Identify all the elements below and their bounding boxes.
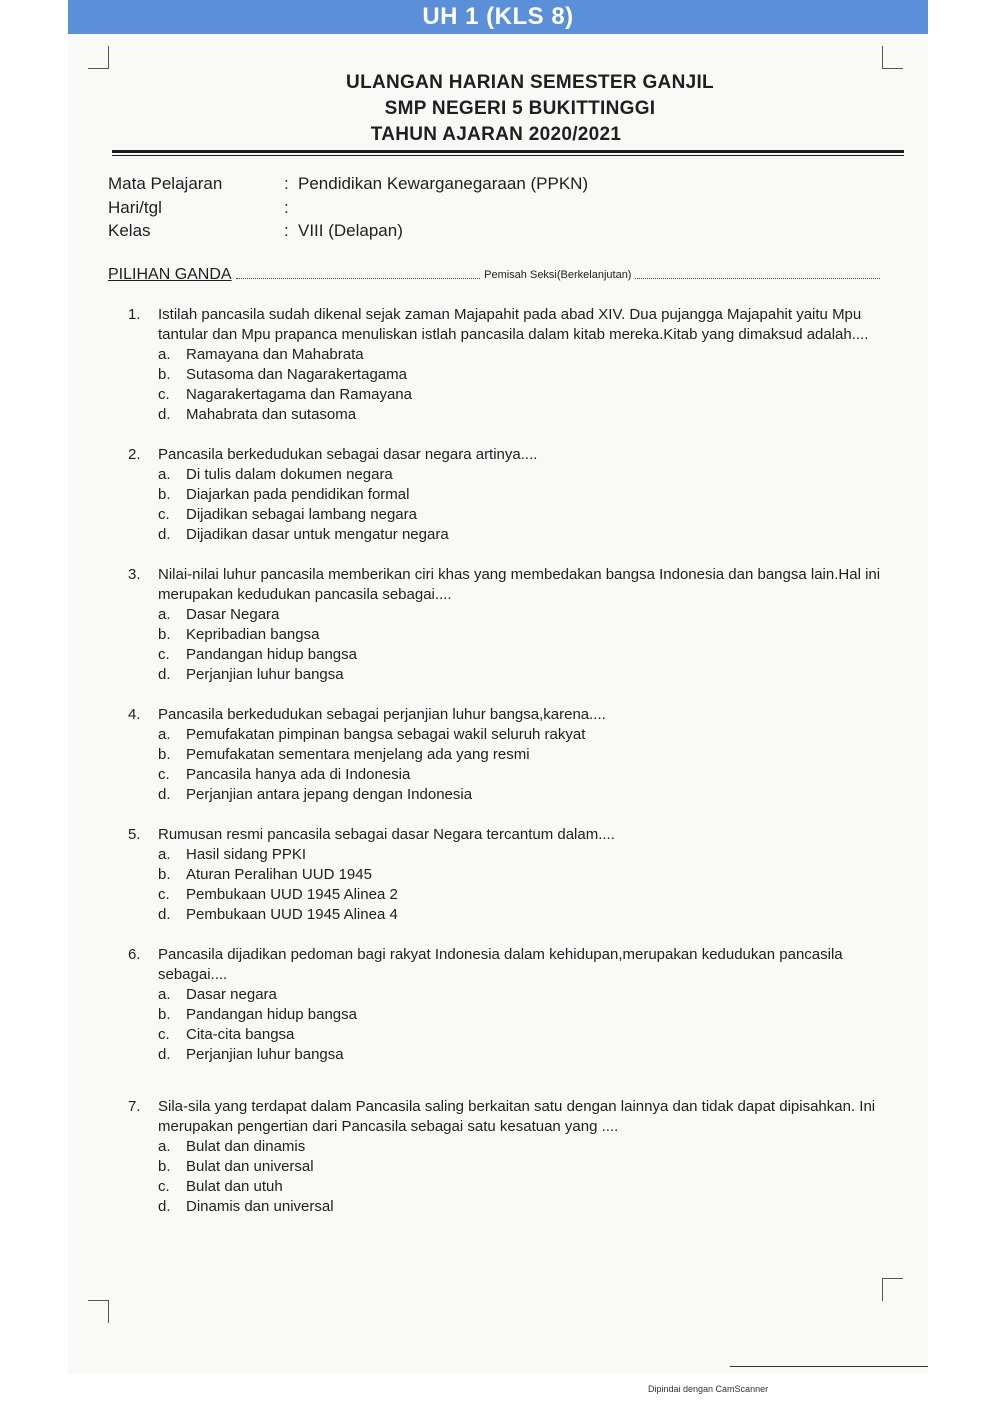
info-label: Mata Pelajaran	[108, 174, 223, 193]
option-text: Pembukaan UUD 1945 Alinea 4	[186, 906, 398, 923]
question-number: 7.	[128, 1098, 141, 1115]
option-text: Bulat dan dinamis	[186, 1138, 306, 1155]
option-letter: c.	[158, 1178, 170, 1195]
dotted-leader	[236, 278, 481, 279]
option-b	[158, 625, 888, 645]
option-a	[158, 725, 888, 745]
footer-rule	[730, 1366, 928, 1367]
option-list	[158, 605, 888, 685]
option-text: Bulat dan utuh	[186, 1178, 283, 1195]
option-list	[158, 845, 888, 925]
question-3	[128, 565, 888, 685]
option-c	[158, 1025, 888, 1045]
option-a	[158, 605, 888, 625]
question-4	[128, 705, 888, 805]
option-letter: b.	[158, 626, 171, 643]
info-label: Kelas	[108, 221, 151, 240]
option-b	[158, 365, 888, 385]
option-letter: d.	[158, 526, 171, 543]
crop-mark-top-right	[882, 46, 903, 69]
question-text: Pancasila berkedudukan sebagai dasar negara artinya....	[158, 446, 538, 463]
option-text: Nagarakertagama dan Ramayana	[186, 386, 412, 403]
option-text: Pemufakatan sementara menjelang ada yang resmi	[186, 746, 530, 763]
crop-mark-top-left	[88, 46, 109, 69]
school-name: SMP NEGERI 5 BUKITTINGGI	[384, 98, 656, 119]
option-letter: a.	[158, 466, 171, 483]
section-title: PILIHAN GANDA	[108, 266, 232, 283]
option-text: Aturan Peralihan UUD 1945	[186, 866, 372, 883]
question-6	[128, 945, 888, 1065]
academic-year: TAHUN AJARAN 2020/2021	[370, 124, 622, 145]
option-a	[158, 345, 888, 365]
header-rule-thick	[112, 150, 904, 153]
option-text: Ramayana dan Mahabrata	[186, 346, 364, 363]
option-d	[158, 785, 888, 805]
question-number: 3.	[128, 566, 141, 583]
option-letter: d.	[158, 666, 171, 683]
option-list	[158, 1137, 888, 1217]
option-list	[158, 345, 888, 425]
question-text: Pancasila berkedudukan sebagai perjanjian luhur bangsa,karena....	[158, 706, 606, 723]
option-a	[158, 1137, 888, 1157]
option-b	[158, 1157, 888, 1177]
option-b	[158, 745, 888, 765]
option-b	[158, 485, 888, 505]
option-letter: a.	[158, 606, 171, 623]
option-text: Di tulis dalam dokumen negara	[186, 466, 393, 483]
option-text: Mahabrata dan sutasoma	[186, 406, 357, 423]
option-text: Dijadikan sebagai lambang negara	[186, 506, 417, 523]
option-a	[158, 985, 888, 1005]
option-letter: a.	[158, 986, 171, 1003]
question-2	[128, 445, 888, 545]
option-text: Kepribadian bangsa	[186, 626, 320, 643]
option-text: Hasil sidang PPKI	[186, 846, 307, 863]
question-7	[128, 1097, 888, 1217]
question-list	[128, 305, 888, 1217]
option-c	[158, 765, 888, 785]
option-letter: c.	[158, 506, 170, 523]
info-value: Pendidikan Kewarganegaraan (PPKN)	[298, 174, 589, 193]
option-letter: c.	[158, 766, 170, 783]
option-letter: d.	[158, 406, 171, 423]
info-subject	[108, 172, 588, 196]
option-list	[158, 465, 888, 545]
option-list	[158, 725, 888, 805]
option-letter: b.	[158, 746, 171, 763]
option-letter: c.	[158, 886, 170, 903]
option-c	[158, 505, 888, 525]
info-value: VIII (Delapan)	[298, 221, 403, 240]
option-text: Pembukaan UUD 1945 Alinea 2	[186, 886, 398, 903]
question-text: Istilah pancasila sudah dikenal sejak zaman Majapahit pada abad XIV. Dua pujangga Majapahit yaitu Mpu tantular dan Mpu prapanca menuliskan istlah pancasila dalam kitab mereka.Kitab yang dimaksud adalah....	[158, 306, 869, 343]
crop-mark-bottom-right	[882, 1278, 903, 1301]
option-letter: d.	[158, 1198, 171, 1215]
question-text: Nilai-nilai luhur pancasila memberikan ciri khas yang membedakan bangsa Indonesia dan bangsa lain.Hal ini merupakan kedudukan pancasila sebagai....	[158, 566, 881, 603]
option-c	[158, 885, 888, 905]
option-c	[158, 645, 888, 665]
option-d	[158, 665, 888, 685]
option-text: Dinamis dan universal	[186, 1198, 334, 1215]
dotted-leader	[635, 278, 880, 279]
info-class	[108, 219, 403, 243]
option-text: Sutasoma dan Nagarakertagama	[186, 366, 407, 383]
option-text: Perjanjian luhur bangsa	[186, 1046, 344, 1063]
info-colon: :	[284, 174, 289, 193]
option-d	[158, 405, 888, 425]
exam-title: ULANGAN HARIAN SEMESTER GANJIL	[346, 72, 714, 93]
option-a	[158, 845, 888, 865]
option-text: Pancasila hanya ada di Indonesia	[186, 766, 411, 783]
info-date	[108, 196, 298, 220]
option-text: Dasar negara	[186, 986, 277, 1003]
question-number: 4.	[128, 706, 141, 723]
option-letter: c.	[158, 646, 170, 663]
option-d	[158, 905, 888, 925]
option-c	[158, 1177, 888, 1197]
option-text: Bulat dan universal	[186, 1158, 314, 1175]
question-text: Sila-sila yang terdapat dalam Pancasila saling berkaitan satu dengan lainnya dan tidak dapat dipisahkan. Ini merupakan pengertian dari Pancasila sebagai satu kesatuan yang ....	[158, 1098, 876, 1135]
question-number: 2.	[128, 446, 141, 463]
option-letter: b.	[158, 1006, 171, 1023]
option-d	[158, 525, 888, 545]
section-divider	[108, 264, 884, 286]
question-text: Pancasila dijadikan pedoman bagi rakyat Indonesia dalam kehidupan,merupakan kedudukan pancasila sebagai....	[158, 946, 843, 983]
info-colon: :	[284, 221, 289, 240]
option-letter: d.	[158, 1046, 171, 1063]
scanner-watermark: Dipindai dengan CamScanner	[648, 1384, 769, 1394]
option-text: Dijadikan dasar untuk mengatur negara	[186, 526, 449, 543]
option-text: Pemufakatan pimpinan bangsa sebagai wakil seluruh rakyat	[186, 726, 586, 743]
option-letter: c.	[158, 1026, 170, 1043]
option-b	[158, 1005, 888, 1025]
option-letter: d.	[158, 786, 171, 803]
option-text: Pandangan hidup bangsa	[186, 1006, 357, 1023]
question-number: 5.	[128, 826, 141, 843]
option-letter: a.	[158, 1138, 171, 1155]
option-letter: b.	[158, 366, 171, 383]
crop-mark-bottom-left	[88, 1300, 109, 1323]
info-colon: :	[284, 198, 289, 217]
option-text: Diajarkan pada pendidikan formal	[186, 486, 410, 503]
option-text: Pandangan hidup bangsa	[186, 646, 357, 663]
option-a	[158, 465, 888, 485]
option-letter: b.	[158, 486, 171, 503]
option-letter: d.	[158, 906, 171, 923]
section-break-note: Pemisah Seksi(Berkelanjutan)	[484, 269, 632, 281]
option-text: Perjanjian luhur bangsa	[186, 666, 344, 683]
option-c	[158, 385, 888, 405]
option-b	[158, 865, 888, 885]
exam-banner: UH 1 (KLS 8)	[68, 0, 928, 34]
option-letter: c.	[158, 386, 170, 403]
question-number: 1.	[128, 306, 141, 323]
option-text: Cita-cita bangsa	[186, 1026, 295, 1043]
question-1	[128, 305, 888, 425]
option-letter: a.	[158, 726, 171, 743]
option-letter: b.	[158, 1158, 171, 1175]
info-label: Hari/tgl	[108, 198, 162, 217]
question-5	[128, 825, 888, 925]
option-letter: b.	[158, 866, 171, 883]
option-letter: a.	[158, 346, 171, 363]
option-letter: a.	[158, 846, 171, 863]
option-list	[158, 985, 888, 1065]
option-text: Dasar Negara	[186, 606, 280, 623]
question-text: Rumusan resmi pancasila sebagai dasar Negara tercantum dalam....	[158, 826, 615, 843]
option-d	[158, 1045, 888, 1065]
header-rule-thin	[112, 155, 904, 156]
option-text: Perjanjian antara jepang dengan Indonesia	[186, 786, 473, 803]
question-number: 6.	[128, 946, 141, 963]
option-d	[158, 1197, 888, 1217]
